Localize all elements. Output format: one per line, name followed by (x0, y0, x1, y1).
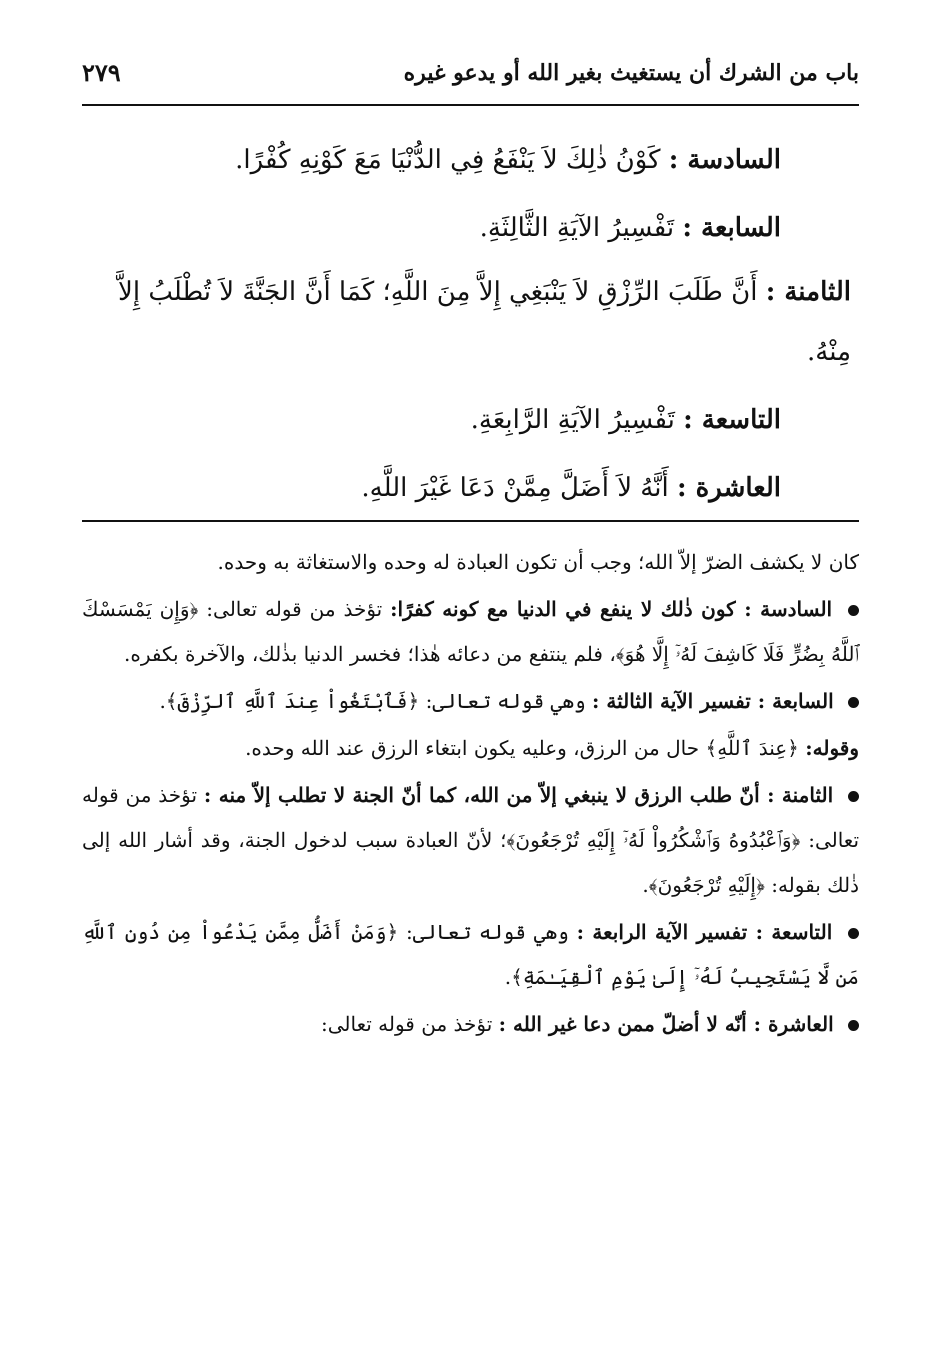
body-text: وهي قوله تعالى: (425, 689, 586, 713)
matn-text: تَفْسِيرُ الآيَةِ الثَّالِثَةِ. (479, 213, 675, 243)
point-heading: وقوله: (805, 736, 859, 760)
matn-label: العاشرة : (676, 473, 781, 503)
chapter-title: باب من الشرك أن يستغيث بغير الله أو يدعو غيره (403, 60, 859, 86)
commentary-paragraph (82, 773, 859, 908)
commentary-paragraph (82, 587, 859, 677)
intro-text: كان لا يكشف الضرّ إلاّ الله؛ وجب أن تكون العبادة له وحده والاستغاثة به وحده. (217, 550, 859, 574)
point-heading: التاسعة : تفسير الآية الرابعة : (576, 920, 833, 944)
matn-section (110, 126, 851, 522)
matn-item (110, 386, 781, 454)
matn-text: أَنَّ طَلَبَ الرِّزْقِ لاَ يَنْبَغِي إِلاَّ مِنَ اللَّهِ؛ كَمَا أَنَّ الجَنَّةَ لاَ تُطْلَبُ إِلاَّ مِنْهُ. (118, 277, 851, 367)
matn-text: كَوْنُ ذٰلِكَ لاَ يَنْفَعُ فِي الدُّنْيَا مَعَ كَوْنِهِ كُفْرًا. (235, 145, 661, 175)
commentary-paragraph (82, 679, 859, 724)
body-text: تؤخذ من قوله تعالى: (206, 597, 383, 621)
point-heading: الثامنة : أنّ طلب الرزق لا ينبغي إلاّ من الله، كما أنّ الجنة لا تطلب إلاّ منه : (203, 783, 834, 807)
commentary-paragraph (82, 726, 859, 771)
point-heading: السابعة : تفسير الآية الثالثة : (592, 689, 834, 713)
body-text: . (159, 689, 166, 713)
matn-item (110, 194, 781, 262)
quran-verse: ﴿وَٱعْبُدُوهُ وَٱشْكُرُواْ لَهُۥٓ إِلَيْهِ تُرْجَعُونَ﴾ (506, 828, 801, 852)
quran-verse: ﴿إِلَيْهِ تُرْجَعُونَ﴾ (648, 873, 765, 897)
body-text: . (642, 873, 649, 897)
bullet-icon (848, 697, 859, 708)
page-header (82, 56, 859, 102)
quran-verse: ﴿فَٱبْتَغُواْ عِندَ ٱللَّهِ ٱلرِّزْقَ﴾ (165, 689, 420, 713)
matn-item (110, 126, 781, 194)
matn-item (110, 262, 851, 382)
quran-verse: ﴿عِندَ ٱللَّهِ﴾ (705, 736, 799, 760)
bullet-icon (848, 605, 859, 616)
point-heading: السادسة : كون ذٰلك لا ينفع في الدنيا مع كونه كفرًا: (390, 597, 833, 621)
quran-verse: ﴿وَمَنْ أَضَلُّ مِمَّن يَدْعُواْ مِن دُونِ ٱللَّهِ مَن لَّا يَسْتَجِيبُ لَهُۥٓ إِلَىٰ يَوْمِ ٱلْقِيَـٰمَةِ﴾ (82, 920, 859, 989)
bullet-icon (848, 928, 859, 939)
commentary-section (82, 540, 859, 1049)
body-text: ؛ لأنّ العبادة سبب لدخول الجنة، وقد أشار الله إلى ذٰلك بقوله: (82, 828, 859, 897)
bullet-icon (848, 1020, 859, 1031)
matn-label: الثامنة : (765, 277, 851, 307)
matn-label: السابعة : (682, 213, 781, 243)
body-text: . (504, 965, 512, 989)
matn-label: التاسعة : (683, 405, 781, 435)
commentary-paragraph (82, 1002, 859, 1047)
bullet-icon (848, 791, 859, 802)
matn-label: السادسة : (668, 145, 781, 175)
page-number: ٢٧٩ (82, 58, 121, 87)
matn-text: تَفْسِيرُ الآيَةِ الرَّابِعَةِ. (470, 405, 675, 435)
body-text: تؤخذ من قوله تعالى: (320, 1012, 493, 1036)
commentary-paragraph (82, 910, 859, 1000)
footnote-divider (82, 520, 859, 522)
matn-text: أَنَّهُ لاَ أَضَلَّ مِمَّنْ دَعَا غَيْرَ اللَّهِ. (361, 473, 669, 503)
quran-verse: ﴿وَإِن يَمْسَسْكَ ٱللَّهُ بِضُرٍّ فَلَا كَاشِفَ لَهُۥٓ إِلَّا هُوَ﴾ (82, 597, 859, 666)
body-text: وهي قوله تعالى: (405, 920, 569, 944)
body-text: ، فلم ينتفع من دعائه هٰذا؛ فخسر الدنيا بذٰلك، والآخرة بكفره. (124, 642, 616, 666)
body-text: حال من الرزق، وعليه يكون ابتغاء الرزق عند الله وحده. (245, 736, 700, 760)
header-divider (82, 104, 859, 106)
matn-item (110, 454, 781, 522)
point-heading: العاشرة : أنّه لا أضلّ ممن دعا غير الله : (498, 1012, 834, 1036)
body-text: تؤخذ من قوله تعالى: (82, 783, 860, 852)
commentary-paragraph (82, 540, 859, 585)
